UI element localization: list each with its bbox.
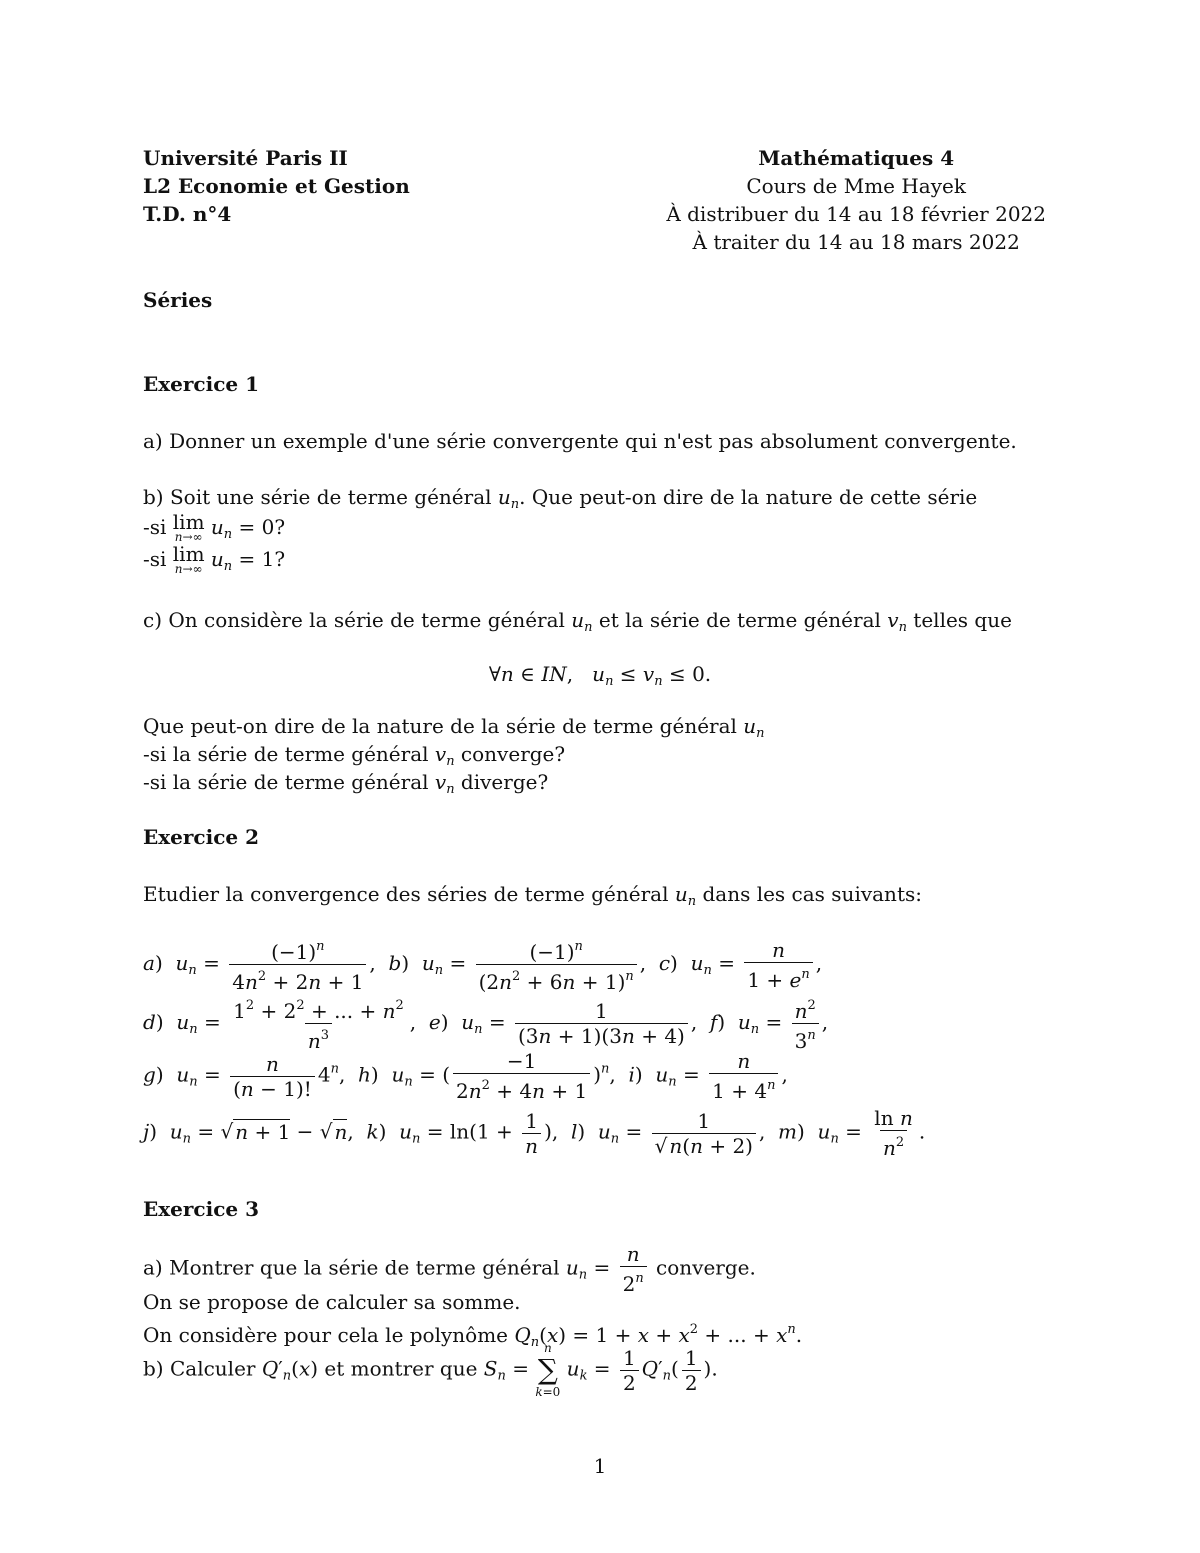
- ex2-row-jklm: j) $u_n$ = √ n + 1 − √ n, k) $u_n = \ln(1$ + $\frac{1}{n}$ ), l) $u_n$ = $\frac{1}{√ n(n + 2)}$ , m) $u_n$ = $\frac{\text{ln n}}{n^2}$ .: [143, 1106, 926, 1160]
- limit-operator: [172, 510, 205, 544]
- ex1-inequality: ∀n ∈ IN, $u_n \le v_n \le 0$.: [488, 662, 712, 689]
- ex1-b-prefix: b) Soit une série de terme général: [143, 485, 498, 509]
- ex1-c-div-end: diverge?: [454, 770, 549, 794]
- page-number: 1: [593, 1454, 607, 1478]
- lim-under: n→∞: [174, 530, 203, 544]
- exercise-2-title: Exercice 2: [143, 825, 259, 849]
- sum-operator: n ∑ k=0: [535, 1341, 561, 1399]
- ex2-intro: Etudier la convergence des séries de terme général $u_n$ dans les cas suivants:: [143, 882, 922, 909]
- si-label: -si: [143, 547, 173, 571]
- distribution-dates: À distribuer du 14 au 18 février 2022: [666, 202, 1046, 226]
- lim-text: lim: [172, 510, 205, 534]
- ex1-c-text-1: c) On considère la série de terme général: [143, 608, 572, 632]
- section-title: Séries: [143, 288, 213, 312]
- ex1-part-a: a) Donner un exemple d'une série convergente qui n'est pas absolument convergente.: [143, 429, 1017, 453]
- eq-one: = 1?: [232, 547, 286, 571]
- ex1-c-converge: -si la série de terme général $v_n$ converge?: [143, 742, 566, 769]
- header-left: [143, 144, 410, 228]
- due-dates: À traiter du 14 au 18 mars 2022: [692, 230, 1020, 254]
- ex3-b-text-2: et montrer que: [318, 1356, 484, 1381]
- ex1-b-limit-0: -si lim n→∞ $u_n = 0$?: [143, 510, 286, 544]
- ex1-c-question: Que peut-on dire de la nature de la série de terme général $u_n$: [143, 714, 765, 741]
- ex1-c-diverge: -si la série de terme général $v_n$ diverge?: [143, 770, 549, 797]
- ex2-row-abc: a) $u_n$ = $\frac{(-1)^n}{4n^2 + 2n + 1}$ , b) $u_n$ = $\frac{(-1)^n}{(2n^2 + 6n + 1)^n}$ , c) $u_n$ = $\frac{n}{1 + e^n}$ ,: [143, 937, 823, 994]
- ex1-part-c: c) On considère la série de terme général $u_n$ et la série de terme général $v_n$ telles que: [143, 608, 1012, 635]
- ex2-intro-1: Etudier la convergence des séries de terme général: [143, 882, 675, 906]
- course-title: Mathématiques 4: [758, 146, 955, 170]
- exercise-3-title: Exercice 3: [143, 1197, 259, 1221]
- program-name: L2 Economie et Gestion: [143, 174, 410, 198]
- ex3-part-b: b) Calculer $Q'_n(x)$ et montrer que $S_n$ = n ∑ k=0 $u_k$ = $\frac{1}{2}$ $Q'_n$( $\frac{1}{2}$ ).: [143, 1341, 718, 1399]
- ex2-intro-2: dans les cas suivants:: [696, 882, 922, 906]
- header-right: [666, 144, 1046, 256]
- ex3-a-text-1: a) Montrer que la série de terme général: [143, 1255, 566, 1280]
- ex3-line-2: On se propose de calculer sa somme.: [143, 1290, 521, 1314]
- limit-operator: [172, 542, 205, 576]
- ex2-row-ghi: g) $u_n$ = $\frac{n}{(n - 1)!}$ 4$^n$, h) $u_n$ = ( $\frac{-1}{2n^2 + 4n + 1}$ )$^n$, i) $u_n$ = $\frac{n}{1 + 4^n}$ ,: [143, 1049, 788, 1103]
- td-number: T.D. n°4: [143, 202, 232, 226]
- ex1-part-b: b) Soit une série de terme général $u_n$. Que peut-on dire de la nature de cette série: [143, 485, 978, 512]
- ex3-b-text-1: b) Calculer: [143, 1356, 262, 1381]
- ex1-c-div-text: -si la série de terme général: [143, 770, 435, 794]
- ex1-b-limit-1: -si lim n→∞ $u_n = 1$?: [143, 542, 286, 576]
- ex1-c-conv-end: converge?: [454, 742, 566, 766]
- lim-under: n→∞: [174, 562, 203, 576]
- ex1-b-suffix: . Que peut-on dire de la nature de cette série: [519, 485, 978, 509]
- ex1-c-text-2: et la série de terme général: [592, 608, 888, 632]
- exercise-1-title: Exercice 1: [143, 372, 259, 396]
- ex3-line3-text: On considère pour cela le polynôme: [143, 1323, 515, 1347]
- instructor: Cours de Mme Hayek: [746, 174, 966, 198]
- ex3-a-text-2: converge.: [649, 1255, 756, 1280]
- ex1-c-question-text: Que peut-on dire de la nature de la série de terme général: [143, 714, 744, 738]
- ex2-row-def: d) $u_n$ = $\frac{1^2 + 2^2 + ... + n^2}{n^3}$ , e) $u_n$ = $\frac{1}{(3n + 1)(3n + 4)}$ , f) $u_n$ = $\frac{n^2}{3^n}$ ,: [143, 998, 829, 1053]
- ex1-c-text-3: telles que: [906, 608, 1012, 632]
- ex3-part-a: a) Montrer que la série de terme général $u_n$ = $\frac{n}{2^n}$ converge.: [143, 1242, 756, 1296]
- university-name: Université Paris II: [143, 146, 348, 170]
- lim-text: lim: [172, 542, 205, 566]
- ex3-line-3: On considère pour cela le polynôme $Q_n(x) = 1 + x + x^2$ + ... + $x^n$.: [143, 1322, 803, 1350]
- ex1-c-conv-text: -si la série de terme général: [143, 742, 435, 766]
- si-label: -si: [143, 515, 173, 539]
- eq-zero: = 0?: [232, 515, 286, 539]
